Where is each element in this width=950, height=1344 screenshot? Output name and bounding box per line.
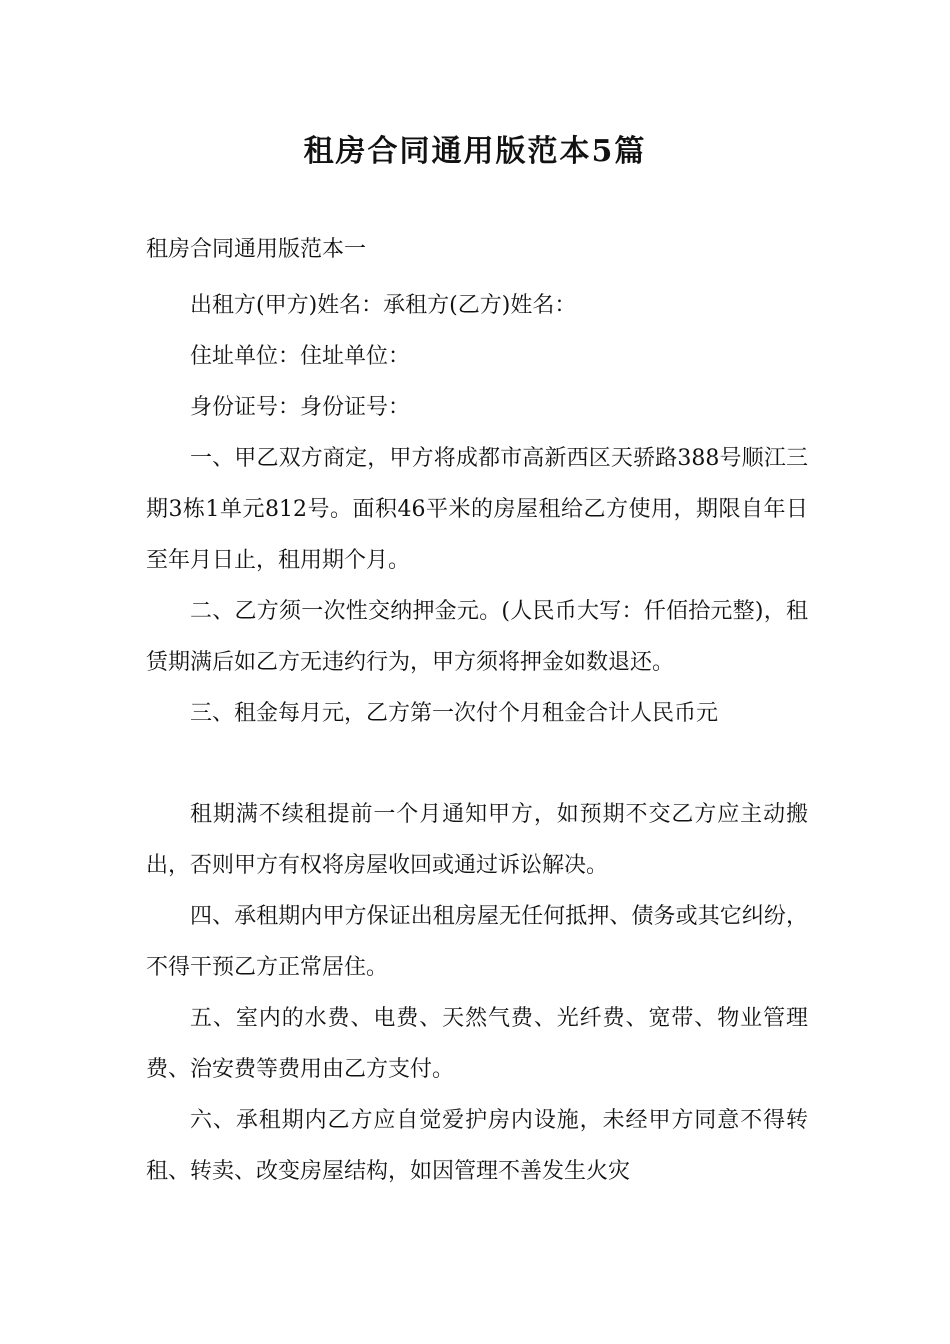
clause-3: 三、租金每月元，乙方第一次付个月租金合计人民币元 bbox=[190, 701, 719, 726]
document-body bbox=[146, 280, 808, 1197]
clause-1: 一、甲乙双方商定，甲方将成都市高新西区天骄路388号顺江三期3栋1单元812号。面积46平米的房屋租给乙方使用，期限自年日至年月日止，租用期个月。 bbox=[146, 446, 808, 573]
clause-2: 二、乙方须一次性交纳押金元。(人民币大写：仟佰拾元整)，租赁期满后如乙方无违约行为，甲方须将押金如数退还。 bbox=[146, 599, 808, 675]
clause-5: 五、室内的水费、电费、天然气费、光纤费、宽带、物业管理费、治安费等费用由乙方支付。 bbox=[146, 1006, 808, 1082]
clause-6: 六、承租期内乙方应自觉爱护房内设施，未经甲方同意不得转租、转卖、改变房屋结构，如因管理不善发生火灾 bbox=[146, 1108, 808, 1184]
blank-gap bbox=[146, 739, 808, 789]
address-line: 住址单位：住址单位： bbox=[190, 344, 411, 369]
party-names-line: 出租方(甲方)姓名：承租方(乙方)姓名： bbox=[190, 293, 577, 318]
section-heading: 租房合同通用版范本一 bbox=[146, 237, 367, 262]
clause-4: 四、承租期内甲方保证出租房屋无任何抵押、债务或其它纠纷，不得干预乙方正常居住。 bbox=[146, 904, 808, 980]
document-title: 租房合同通用版范本5篇 bbox=[303, 134, 647, 169]
clause-3-continued: 租期满不续租提前一个月通知甲方，如预期不交乙方应主动搬出，否则甲方有权将房屋收回或通过诉讼解决。 bbox=[146, 802, 808, 878]
id-number-line: 身份证号：身份证号： bbox=[190, 395, 411, 420]
